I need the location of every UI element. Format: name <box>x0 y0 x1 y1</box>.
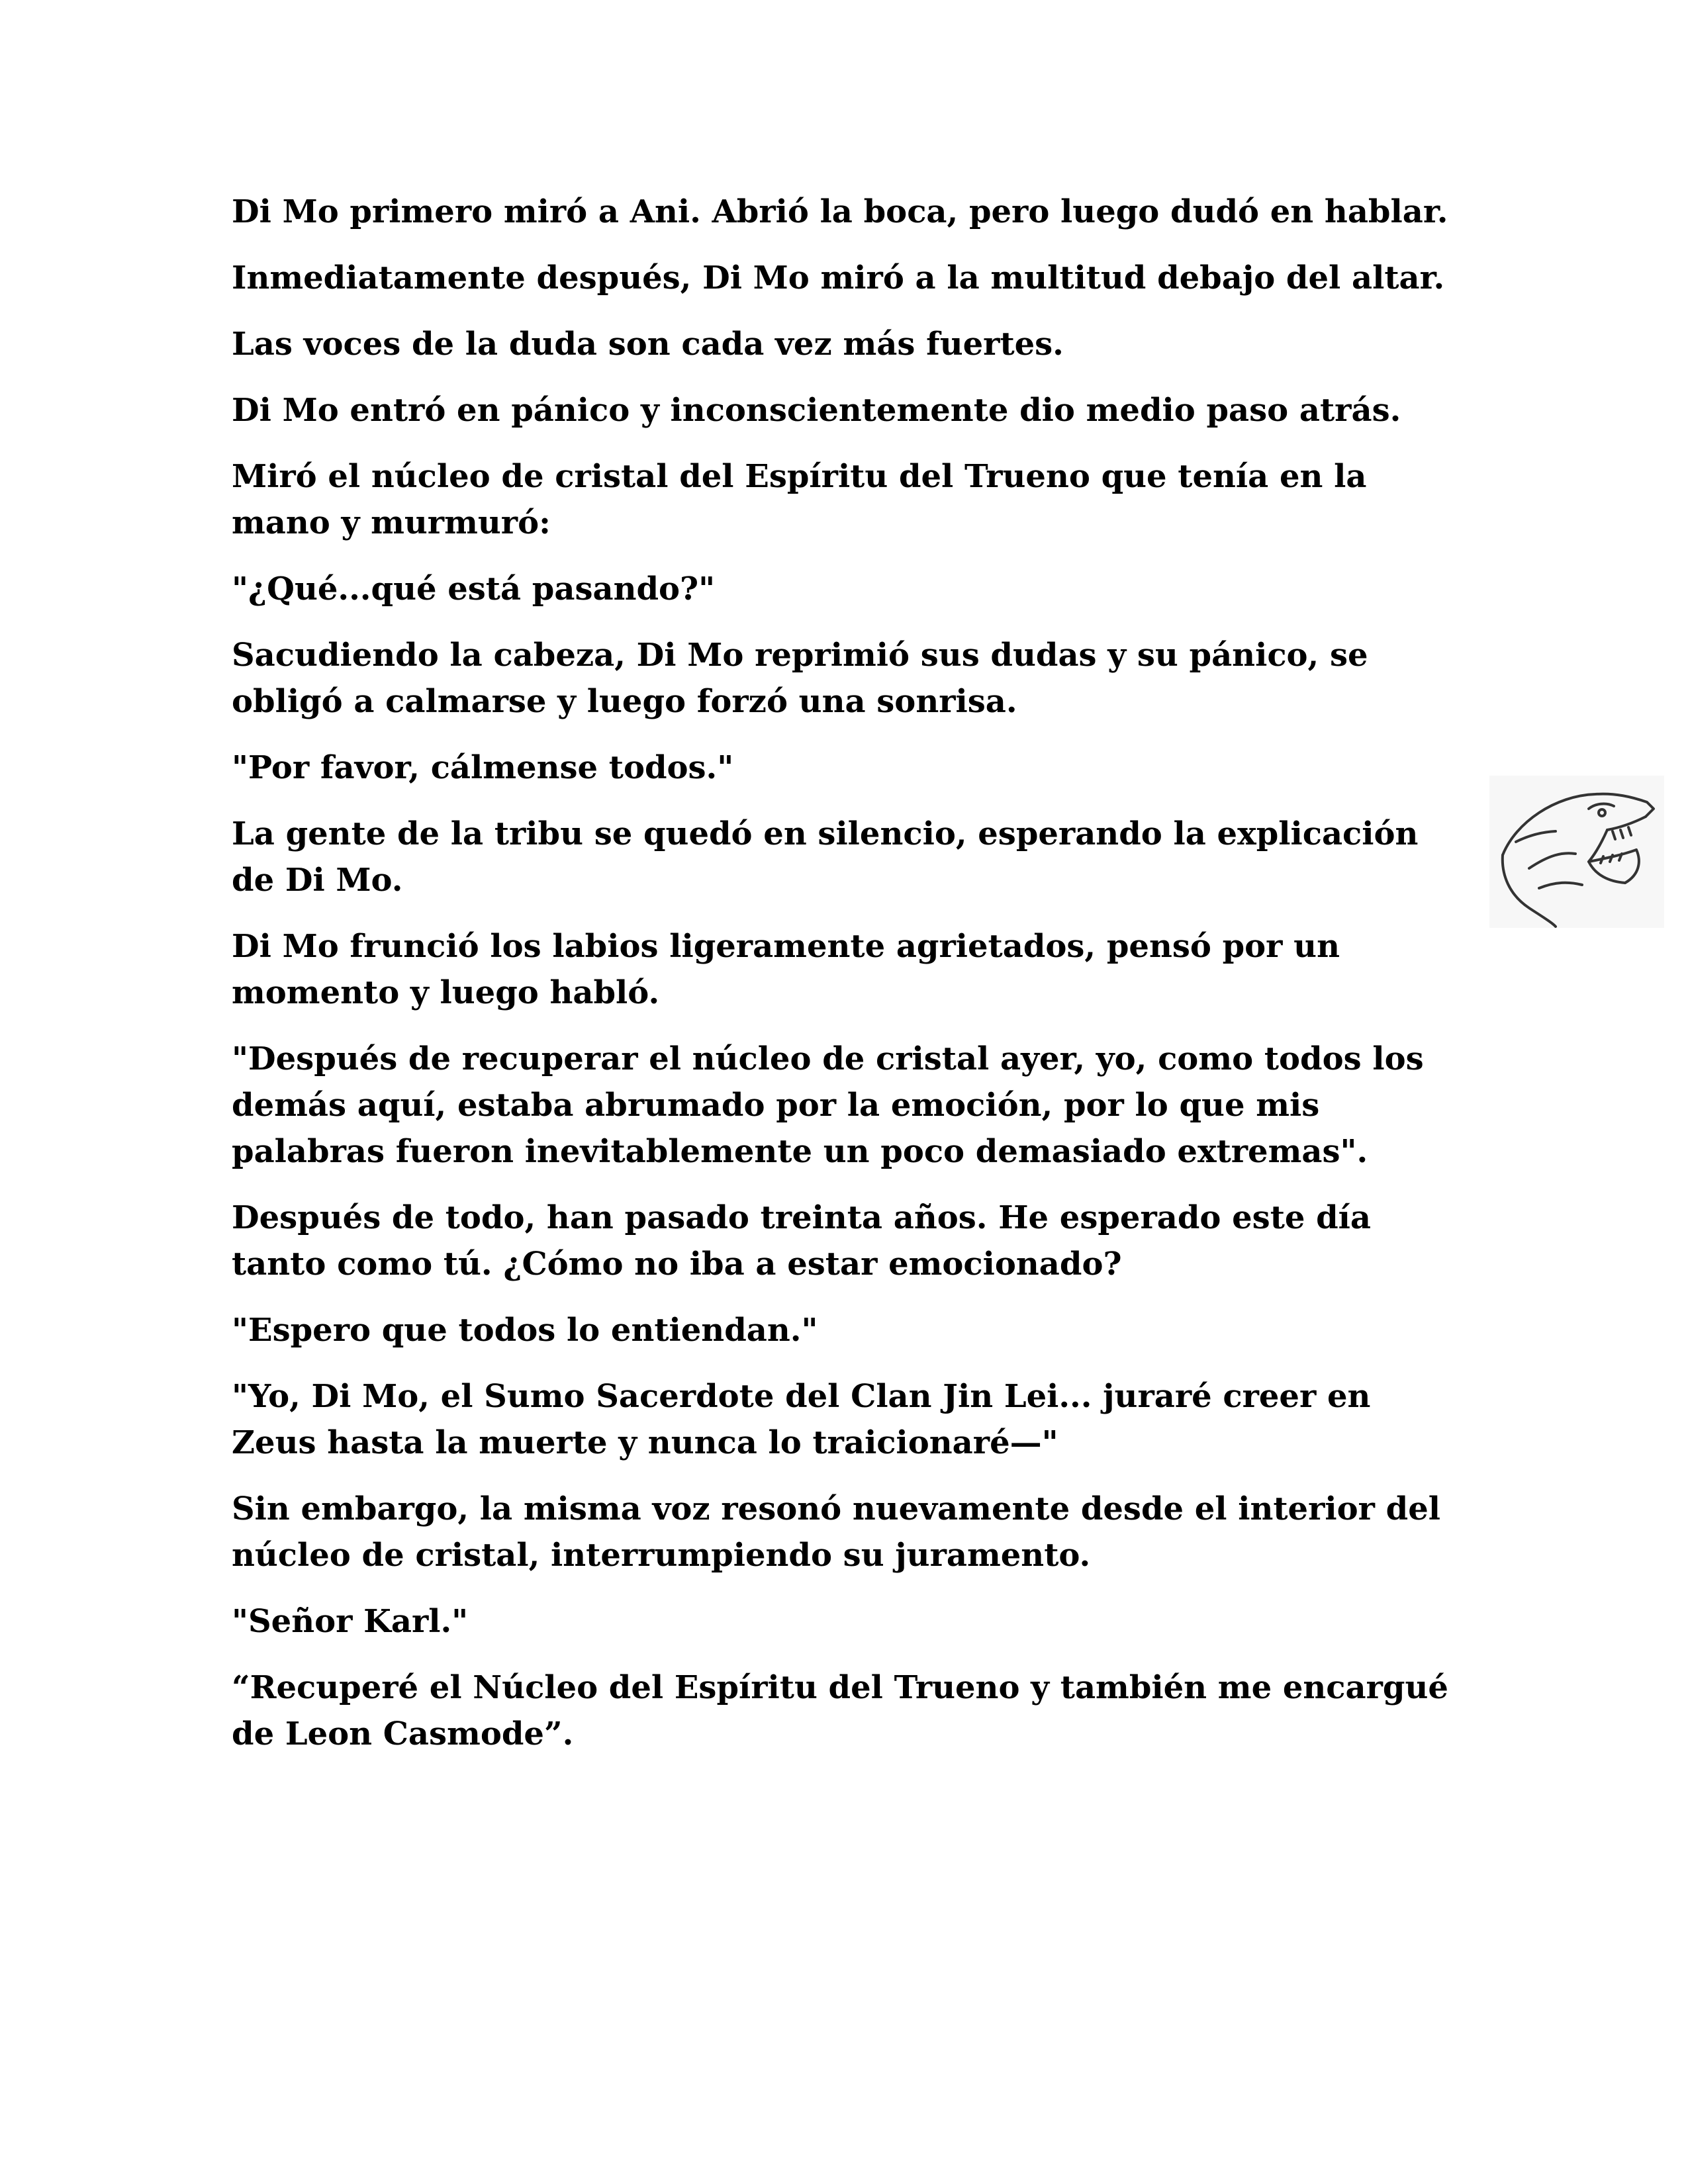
paragraph-13: "Espero que todos lo entiendan." <box>232 1312 818 1349</box>
paragraph-12: Después de todo, han pasado treinta años. He esperado este día tanto como tú. ¿Cómo no iba a estar emocionado? <box>232 1199 1372 1283</box>
paragraph-11: "Después de recuperar el núcleo de cristal ayer, yo, como todos los demás aquí, estaba abrumado por la emoción, por lo que mis palabras fueron inevitablemente un poco demasiado extremas". <box>232 1040 1424 1170</box>
paragraph-4: Di Mo entró en pánico y inconscientemente dio medio paso atrás. <box>232 392 1401 429</box>
paragraph-5: Miró el núcleo de cristal del Espíritu del Trueno que tenía en la mano y murmuró: <box>232 458 1367 541</box>
paragraph-15: Sin embargo, la misma voz resonó nuevamente desde el interior del núcleo de cristal, interrumpiendo su juramento. <box>232 1490 1440 1574</box>
paragraph-8: "Por favor, cálmense todos." <box>232 749 734 786</box>
paragraph-17: “Recuperé el Núcleo del Espíritu del Trueno y también me encargué de Leon Casmode”. <box>232 1669 1448 1752</box>
paragraph-3: Las voces de la duda son cada vez más fuertes. <box>232 326 1064 363</box>
paragraph-10: Di Mo frunció los labios ligeramente agrietados, pensó por un momento y luego habló. <box>232 928 1340 1011</box>
paragraph-14: "Yo, Di Mo, el Sumo Sacerdote del Clan Jin Lei... juraré creer en Zeus hasta la muerte y nunca lo traicionaré—" <box>232 1378 1371 1461</box>
paragraph-6: "¿Qué...qué está pasando?" <box>232 570 716 608</box>
paragraph-16: "Señor Karl." <box>232 1603 469 1640</box>
paragraph-7: Sacudiendo la cabeza, Di Mo reprimió sus dudas y su pánico, se obligó a calmarse y luego forzó una sonrisa. <box>232 637 1368 720</box>
body-text <box>232 189 1456 1777</box>
paragraph-9: La gente de la tribu se quedó en silencio, esperando la explicación de Di Mo. <box>232 815 1419 899</box>
dinosaur-head-icon <box>1489 776 1664 928</box>
paragraph-1: Di Mo primero miró a Ani. Abrió la boca, pero luego dudó en hablar. <box>232 193 1448 230</box>
paragraph-2: Inmediatamente después, Di Mo miró a la multitud debajo del altar. <box>232 259 1445 296</box>
